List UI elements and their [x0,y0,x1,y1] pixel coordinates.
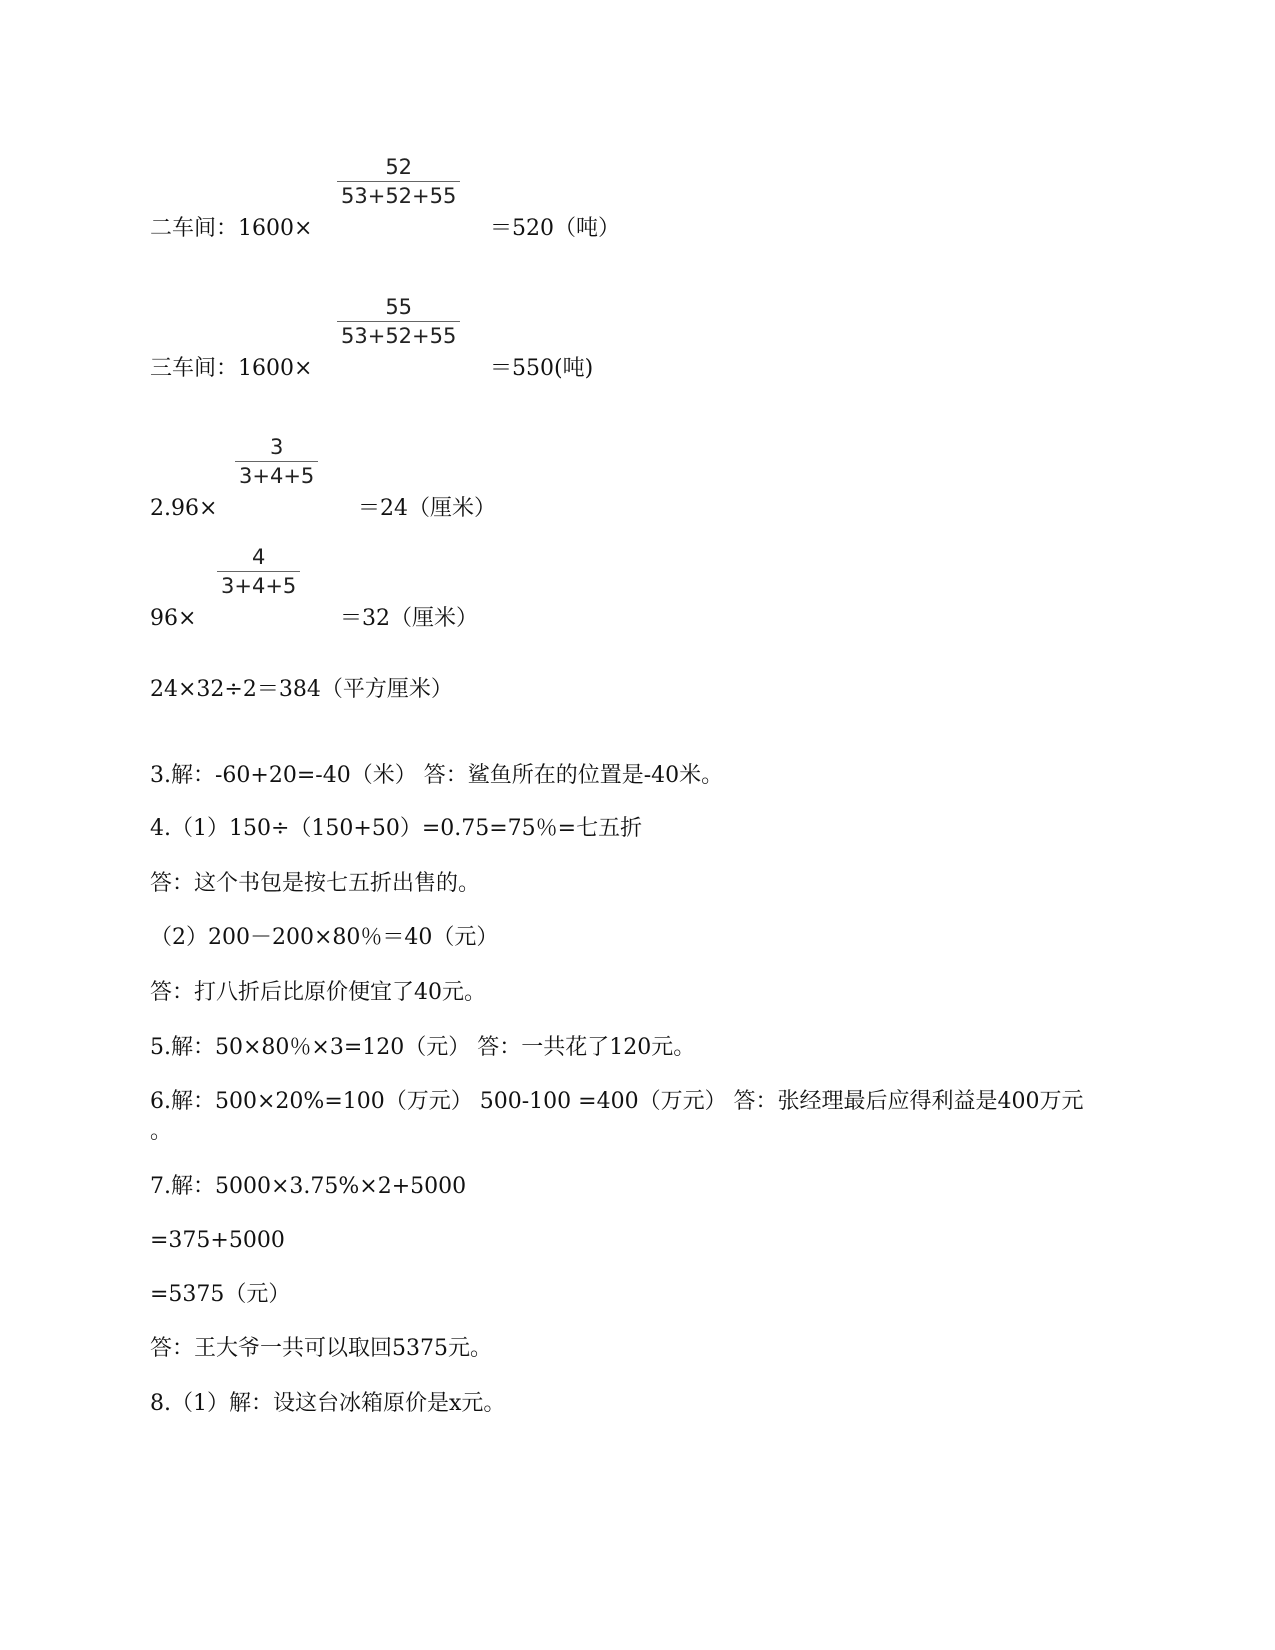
calc-prefix: 2.96× [150,496,218,521]
fraction-denominator: 53+52+55 [341,324,457,348]
calc-prefix: 96× [150,606,197,631]
fraction-denominator: 3+4+5 [239,464,315,488]
fraction-denominator: 53+52+55 [341,184,457,208]
area-calc: 24×32÷2＝384（平方厘米） [150,677,453,702]
answer-6: 6.解：500×20%=100（万元） 500-100 =400（万元） 答：张经理最后应得利益是400万元 [150,1089,1084,1114]
fraction-bar [337,181,460,182]
calc-result: ＝550(吨) [490,356,594,381]
fraction-denominator: 3+4+5 [221,574,297,598]
fraction-numerator: 4 [251,545,266,569]
answer-3: 3.解：-60+20=-40（米） 答：鲨鱼所在的位置是-40米。 [150,763,724,788]
answer-7-step-3: =5375（元） [150,1282,291,1307]
calc-line-side-1 [150,435,1050,525]
answer-4-part-1-reply: 答：这个书包是按七五折出售的。 [150,871,481,896]
answer-7-reply: 答：王大爷一共可以取回5375元。 [150,1336,492,1361]
answer-7-step-1: 7.解：5000×3.75%×2+5000 [150,1174,467,1199]
fraction [235,435,318,488]
answer-5: 5.解：50×80％×3=120（元） 答：一共花了120元。 [150,1035,696,1060]
answer-7-step-2: =375+5000 [150,1228,285,1253]
fraction-bar [217,571,300,572]
fraction-numerator: 52 [385,155,413,179]
fraction [217,545,300,598]
fraction [337,155,460,208]
answer-4-part-1: 4.（1）150÷（150+50）=0.75=75％=七五折 [150,816,643,841]
answer-4-part-2-reply: 答：打八折后比原价便宜了40元。 [150,980,486,1005]
fraction-numerator: 3 [269,435,284,459]
calc-result: ＝24（厘米） [358,496,496,521]
calc-result: ＝32（厘米） [340,606,478,631]
calc-line-workshop-2 [150,155,1050,245]
fraction [337,295,460,348]
calc-line-workshop-3 [150,295,1050,385]
calc-line-side-2 [150,545,1050,635]
answer-6-tail: 。 [150,1119,173,1144]
fraction-bar [235,461,318,462]
calc-prefix: 二车间：1600× [150,216,313,241]
calc-prefix: 三车间：1600× [150,356,313,381]
fraction-numerator: 55 [385,295,413,319]
answer-8-part-1: 8.（1）解：设这台冰箱原价是x元。 [150,1391,506,1416]
fraction-bar [337,321,460,322]
answer-4-part-2: （2）200－200×80％＝40（元） [150,925,499,950]
calc-result: ＝520（吨） [490,216,620,241]
